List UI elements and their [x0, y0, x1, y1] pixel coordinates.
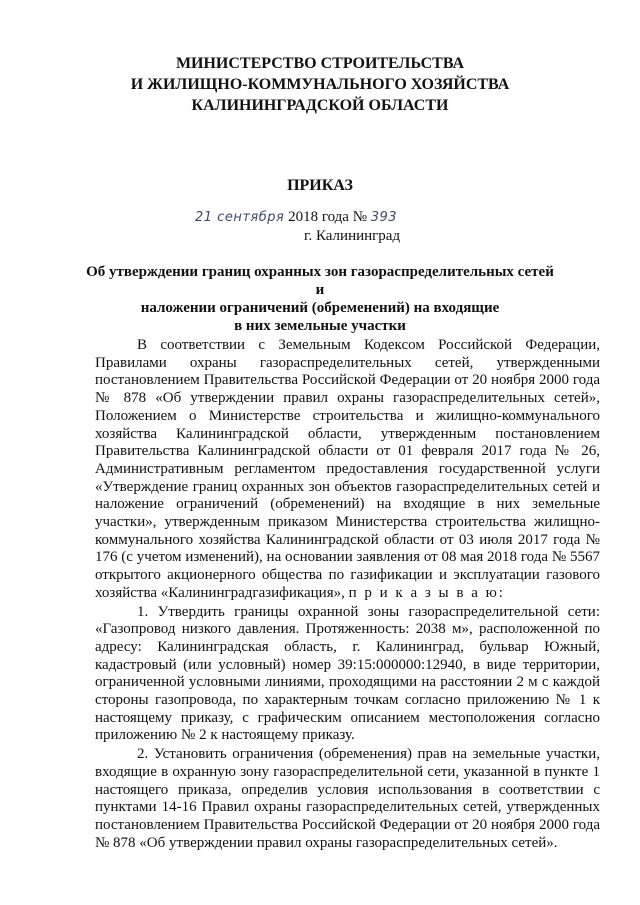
ministry-line-1: МИНИСТЕРСТВО СТРОИТЕЛЬСТВА [175, 55, 465, 72]
order-subject [80, 263, 560, 335]
subject-line-1: Об утверждении границ охранных зон газораспределительных сетей и [86, 264, 554, 298]
point-2-paragraph: 2. Установить ограничения (обременения) прав на земельные участки, входящие в охранную зону газораспределительной сети, указанной в пункте 1 настоящего приказа, определив условия использования в соответствии с пунктами 14-16 Правил охраны газораспределительных сетей, утвержденных постановлением Правительства Российской Федерации от 20 ноября 2000 года № 878 «Об утверждении правил охраны газораспределительных сетей». [95, 746, 600, 851]
handwritten-date: 21 сентября [195, 210, 285, 225]
handwritten-number: 393 [370, 210, 398, 225]
order-year-text: 2018 года № [288, 209, 368, 225]
document-type-title: ПРИКАЗ [287, 177, 353, 194]
ministry-line-2: И ЖИЛИЩНО-КОММУНАЛЬНОГО ХОЗЯЙСТВА [130, 76, 510, 93]
order-city: г. Калининград [304, 228, 401, 244]
subject-line-2: наложении ограничений (обременений) на входящие [140, 300, 500, 316]
point-1-paragraph: 1. Утвердить границы охранной зоны газораспределительной сети: «Газопровод низкого давления. Протяженность: 2038 м», расположенной по адресу: Калининградская область, г. Калининград, бульвар Южный, кадастровый (или условный) номер 39:15:000000:12940, в виде территории, ограниченной условными линиями, проходящими на расстоянии 2 м с каждой стороны газопровода, по характерным точкам согласно приложению № 1 к настоящему приказу, с графическим описанием местоположения согласно приложению № 2 к настоящему приказу. [95, 603, 600, 744]
preamble-text: В соответствии с Земельным Кодексом Российской Федерации, Правилами охраны газораспределительных сетей, утвержденными постановлением Правительства Российской Федерации от 20 ноября 2000 года № 878 «Об утверждении правил охраны газораспределительных сетей», Положением о Министерстве строительства и жилищно-коммунального хозяйства Калининградской области, утвержденным постановлением Правительства Калининградской области от 01 февраля 2017 года № 26, Административным регламентом предоставления государственной услуги «Утверждение границ охранных зон объектов газораспределительных сетей и наложение ограничений (обременений) на входящие в них земельные участки», утвержденным приказом Министерства строительства жилищно-коммунального хозяйства Калининградской области от 03 июля 2017 года № 176 (с учетом изменений), на основании заявления от 08 мая 2018 года № 5567 открытого акционерного общества по газификации и эксплуатации газового хозяйства «Калининградгазификация», [95, 337, 600, 601]
ministry-line-3: КАЛИНИНГРАДСКОЙ ОБЛАСТИ [191, 97, 449, 114]
ministry-header [0, 53, 640, 116]
subject-line-3: в них земельные участки [234, 318, 406, 334]
order-date-line [195, 209, 397, 226]
preamble-paragraph [95, 337, 600, 603]
order-body [95, 337, 600, 852]
order-word: п р и к а з ы в а ю: [348, 584, 505, 601]
